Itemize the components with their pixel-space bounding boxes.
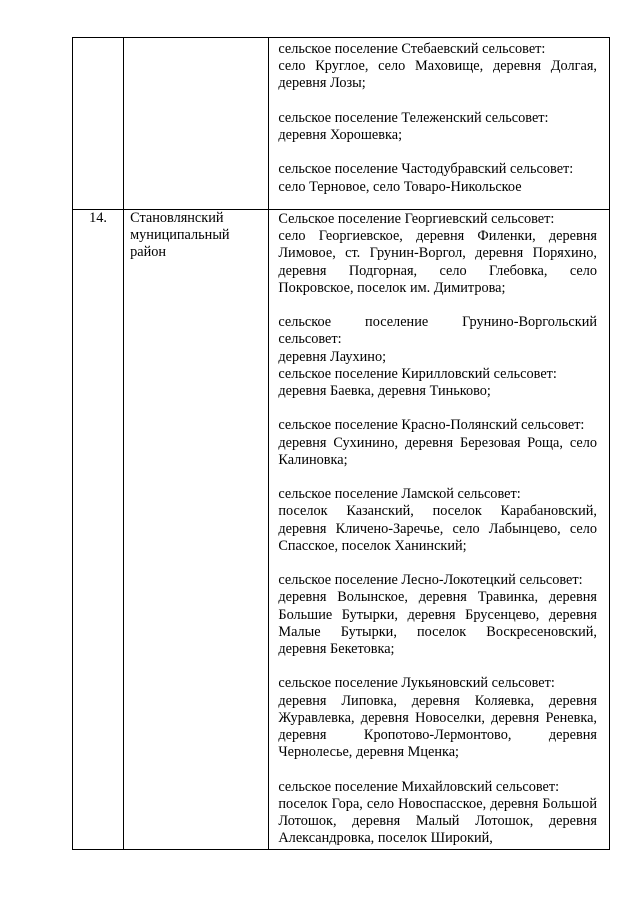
settlement-block: [278, 417, 597, 469]
table-row: [73, 38, 610, 210]
settlement-body: село Круглое, село Маховище, деревня Долгая, деревня Лозы;: [278, 58, 597, 92]
settlement-block: [278, 675, 597, 761]
settlement-block: [278, 572, 597, 658]
settlement-title: сельское поселение Михайловский сельсовет:: [278, 778, 560, 795]
settlement-body: село Терновое, село Товаро-Никольское: [278, 178, 522, 195]
settlement-title: сельское поселение Стебаевский сельсовет:: [278, 41, 546, 57]
row-number: 14.: [89, 210, 107, 226]
settlement-body: село Георгиевское, деревня Филенки, деревня Лимовое, ст. Грунин-Воргол, деревня Поряхино, деревня Подгорная, село Глебовка, село Покровское, поселок им. Димитрова;: [278, 228, 597, 296]
settlement-title: сельское поселение Тележенский сельсовет:: [278, 109, 549, 126]
settlement-body: деревня Хорошевка;: [278, 127, 403, 143]
settlement-block: [278, 779, 597, 848]
table-row: [73, 210, 610, 850]
settlement-block: [278, 211, 597, 297]
settlement-title: сельское поселение Частодубравский сельсовет:: [278, 161, 574, 178]
district-cell: [124, 38, 269, 210]
settlement-body: поселок Казанский, поселок Карабановский, деревня Кличено-Заречье, село Лабынцево, село Спасское, поселок Ханинский;: [278, 503, 597, 554]
settlement-title: сельское поселение Лесно-Локотецкий сельсовет:: [278, 572, 583, 589]
settlement-body: деревня Сухинино, деревня Березовая Роща, село Калиновка;: [278, 434, 597, 468]
settlement-block: [278, 110, 597, 144]
settlement-title: Сельское поселение Георгиевский сельсовет:: [278, 211, 555, 227]
settlement-title: сельское поселение Грунино-Воргольский сельсовет:: [278, 314, 597, 348]
district-cell: [124, 210, 269, 850]
settlement-block: [278, 314, 597, 366]
settlement-body: деревня Липовка, деревня Коляевка, деревня Журавлевка, деревня Новоселки, деревня Реневка, деревня Кропотово-Лермонтово, деревня Чернолесье, деревня Мценка;: [278, 692, 597, 761]
settlement-body: деревня Волынское, деревня Травинка, деревня Большие Бутырки, деревня Брусенцево, деревня Малые Бутырки, поселок Воскресеновский, деревня Бекетовка;: [278, 589, 597, 658]
settlement-block: [278, 366, 597, 400]
row-number-cell: [73, 210, 124, 850]
settlement-title: сельское поселение Кирилловский сельсовет:: [278, 365, 557, 382]
settlement-title: сельское поселение Лукьяновский сельсовет:: [278, 675, 555, 692]
settlement-title: сельское поселение Красно-Полянский сельсовет:: [278, 417, 585, 434]
row-number-cell: [73, 38, 124, 210]
settlements-table: [72, 37, 610, 850]
settlements-cell: [269, 38, 610, 210]
settlement-body: деревня Лаухино;: [278, 348, 387, 365]
district-name: Становлянский муниципальный район: [130, 210, 230, 261]
settlements-cell: [269, 210, 610, 850]
settlement-block: [278, 161, 597, 195]
settlement-block: [278, 486, 597, 555]
settlement-title: сельское поселение Ламской сельсовет:: [278, 486, 521, 503]
settlement-block: [278, 41, 597, 93]
settlement-body: поселок Гора, село Новоспасское, деревня Большой Лотошок, деревня Малый Лотошок, деревня Александровка, поселок Широкий,: [278, 795, 597, 847]
settlement-body: деревня Баевка, деревня Тиньково;: [278, 383, 491, 400]
